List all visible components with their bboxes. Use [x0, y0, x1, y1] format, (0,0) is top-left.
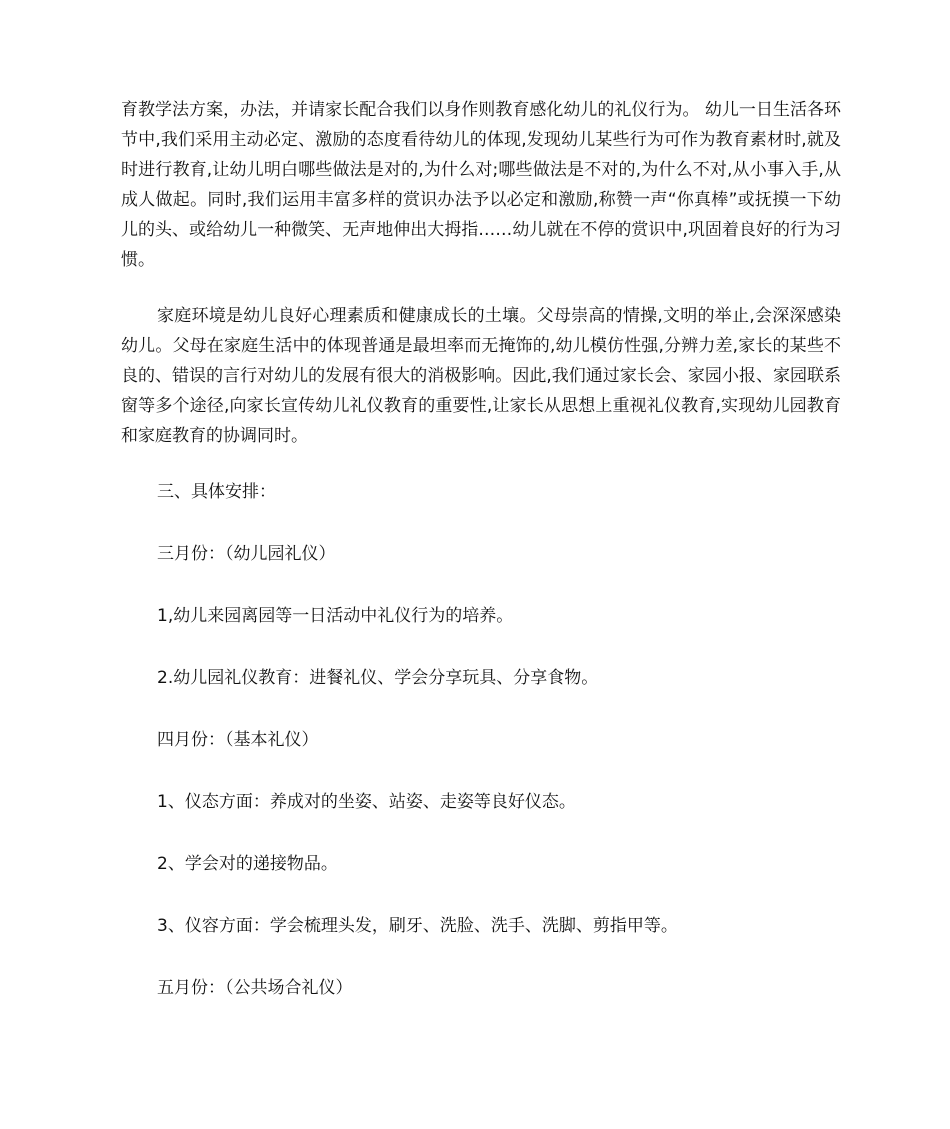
paragraph-family-environment: 家庭环境是幼儿良好心理素质和健康成长的土壤。父母崇高的情操,文明的举止,会深深感染幼儿。父母在家庭生活中的体现普通是最坦率而无掩饰的,幼儿模仿性强,分辨力差,家长的某些不良的、错误的言行对幼儿的发展有很大的消极影响。因此,我们通过家长会、家园小报、家园联系窗等多个途径,向家长宣传幼儿礼仪教育的重要性,让家长从思想上重视礼仪教育,实现幼儿园教育和家庭教育的协调同时。: [121, 306, 841, 446]
list-item-march-1: 1,幼儿来园离园等一日活动中礼仪行为的培养。: [157, 606, 514, 626]
month-heading-march: 三月份：（幼儿园礼仪）: [157, 544, 336, 564]
month-heading-april: 四月份：（基本礼仪）: [157, 730, 319, 750]
list-item-april-1: 1、仪态方面：养成对的坐姿、站姿、走姿等良好仪态。: [157, 792, 576, 812]
section-heading-arrangement: 三、具体安排：: [157, 482, 276, 502]
paragraph-praise-methods: 育教学法方案，办法，并请家长配合我们以身作则教育感化幼儿的礼仪行为。 幼儿一日生活各环节中,我们采用主动必定、激励的态度看待幼儿的体现,发现幼儿某些行为可作为教育素材时,就及时进行教育,让幼儿明白哪些做法是对的,为什么对;哪些做法是不对的,为什么不对,从小事入手,从成人做起。同时,我们运用丰富多样的赏识办法予以必定和激励,称赞一声“你真棒”或抚摸一下幼儿的头、或给幼儿一种微笑、无声地伸出大拇指……幼儿就在不停的赏识中,巩固着良好的行为习惯。: [121, 100, 841, 270]
month-heading-may: 五月份：（公共场合礼仪）: [157, 978, 353, 998]
list-item-march-2: 2.幼儿园礼仪教育：进餐礼仪、学会分享玩具、分享食物。: [157, 668, 599, 688]
list-item-april-2: 2、学会对的递接物品。: [157, 854, 338, 874]
list-item-april-3: 3、仪容方面：学会梳理头发，刷牙、洗脸、洗手、洗脚、剪指甲等。: [157, 916, 678, 936]
